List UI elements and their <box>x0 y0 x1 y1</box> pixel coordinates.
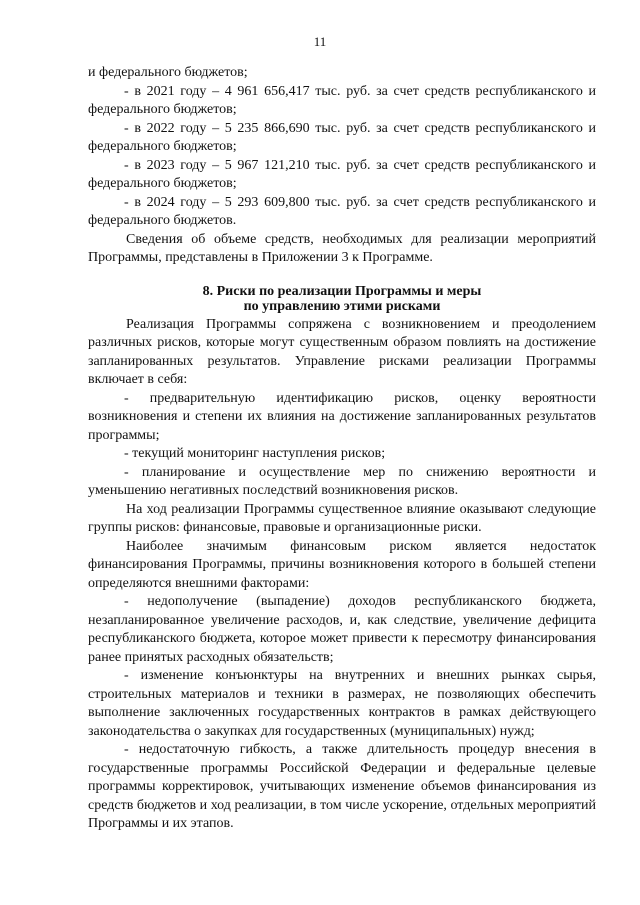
paragraph: На ход реализации Программы существенное влияние оказывают следующие группы рисков: финансовые, правовые и организационные риски. <box>88 501 596 535</box>
list-item: - текущий мониторинг наступления рисков; <box>124 446 386 461</box>
list-item: - недостаточную гибкость, а также длительность процедур внесения в государственные программы Российской Федерации и федеральные целевые программы корректировок, учитывающих изменение объемов финансирования из средств бюджетов и ход реализации, в том числе ускорение, отдельных мероприятий Программы и их этапов. <box>88 742 596 831</box>
list-item: - предварительную идентификацию рисков, оценку вероятности возникновения и степени их влияния на достижение запланированных результатов программы; <box>88 390 596 443</box>
page-content <box>88 64 596 834</box>
section-heading-line: по управлению этими рисками <box>243 298 441 314</box>
budget-item: и федерального бюджетов; <box>88 65 248 80</box>
section-heading-line: 8. Риски по реализации Программы и меры <box>202 283 482 299</box>
paragraph: Реализация Программы сопряжена с возникновением и преодолением различных рисков, которые могут существенным образом повлиять на достижение запланированных результатов. Управление рисками реализации Программы включает в себя: <box>88 316 596 387</box>
list-item: - недополучение (выпадение) доходов республиканского бюджета, незапланированное увеличение расходов, и, как следствие, увеличение дефицита республиканского бюджета, которое может привести к пересмотру финансирования ранее принятых расходных обязательств; <box>88 594 596 665</box>
budget-item: - в 2023 году – 5 967 121,210 тыс. руб. за счет средств республиканского и федерального бюджетов; <box>88 157 596 191</box>
section-heading <box>88 284 596 314</box>
list-item: - изменение конъюнктуры на внутренних и внешних рынках сырья, строительных материалов и техники в размерах, не позволяющих обеспечить выполнение заключенных государственных контрактов в рамках действующего законодательства о закупках для государственных (муниципальных) нужд; <box>88 668 596 739</box>
budget-item: - в 2022 году – 5 235 866,690 тыс. руб. за счет средств республиканского и федерального бюджетов; <box>88 120 596 154</box>
page-number: 11 <box>313 34 327 49</box>
list-item: - планирование и осуществление мер по снижению вероятности и уменьшению негативных последствий возникновения рисков. <box>88 464 596 498</box>
budget-item: - в 2021 году – 4 961 656,417 тыс. руб. за счет средств республиканского и федерального бюджетов; <box>88 83 596 117</box>
appendix-note: Сведения об объеме средств, необходимых для реализации мероприятий Программы, представлены в Приложении 3 к Программе. <box>88 231 596 265</box>
paragraph: Наиболее значимым финансовым риском является недостаток финансирования Программы, причины возникновения которого в большей степени определяются внешними факторами: <box>88 538 596 591</box>
budget-item: - в 2024 году – 5 293 609,800 тыс. руб. за счет средств республиканского и федерального бюджетов. <box>88 194 596 228</box>
